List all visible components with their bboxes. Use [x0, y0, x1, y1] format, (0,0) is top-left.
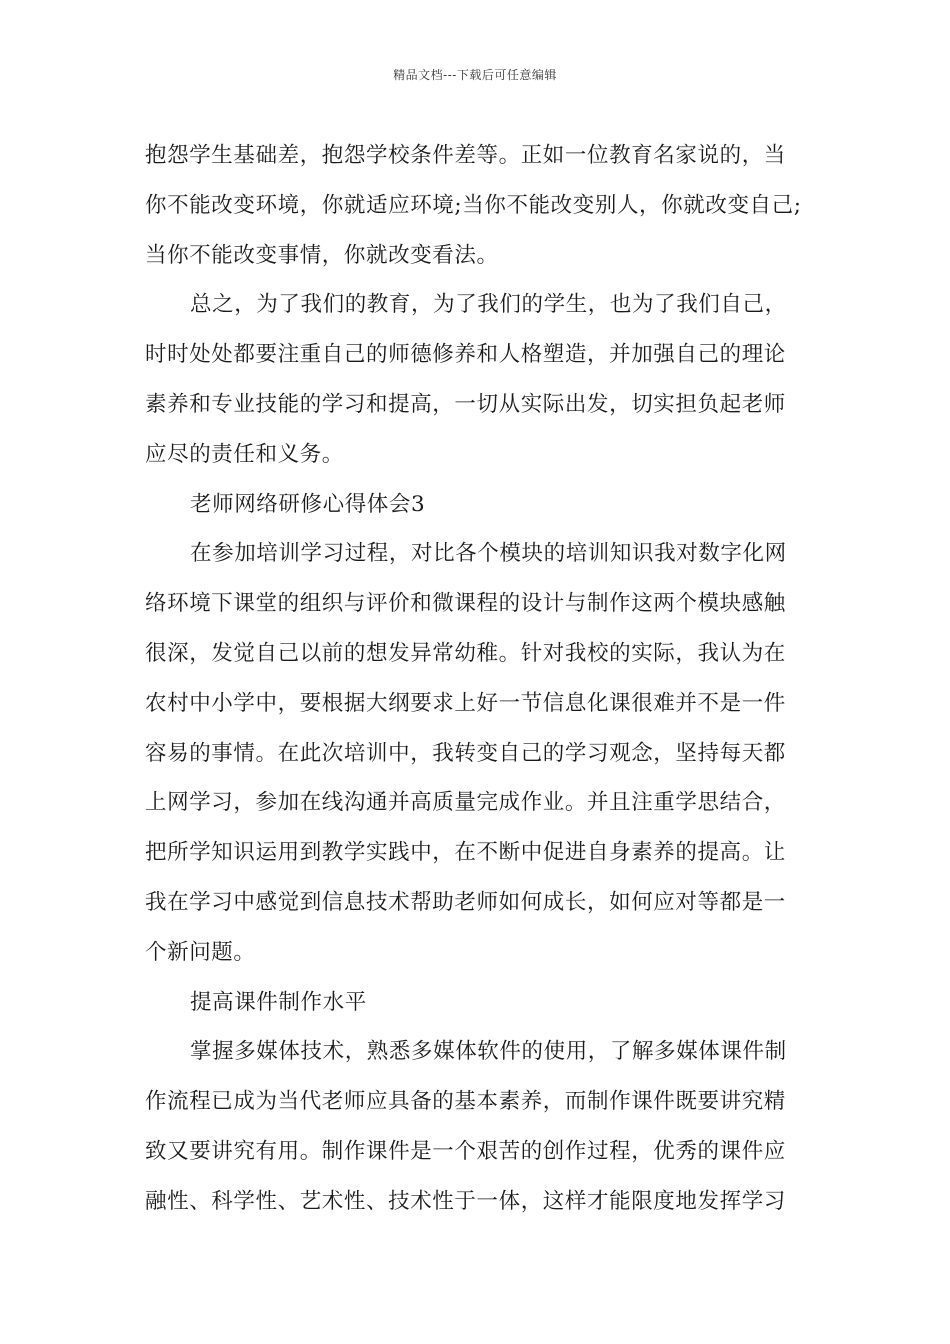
text-line: 容易的事情。在此次培训中，我转变自己的学习观念，坚持每天都	[145, 740, 786, 766]
text-line: 抱怨学生基础差，抱怨学校条件差等。正如一位教育名家说的，当	[145, 143, 786, 168]
document-body	[145, 131, 817, 1227]
text-line: 把所学知识运用到教学实践中，在不断中促进自身素养的提高。让	[145, 840, 786, 866]
text-line: 掌握多媒体技术，熟悉多媒体软件的使用，了解多媒体课件制	[190, 1039, 787, 1065]
text-line: 老师网络研修心得体会3	[190, 491, 426, 517]
text-line: 应尽的责任和义务。	[145, 441, 344, 467]
text-line: 总之，为了我们的教育，为了我们的学生，也为了我们自己，	[190, 292, 787, 318]
text-line: 很深，发觉自己以前的想发异常幼稚。针对我校的实际，我认为在	[145, 640, 786, 666]
text-line: 作流程已成为当代老师应具备的基本素养，而制作课件既要讲究精	[145, 1089, 786, 1115]
page-header: 精品文档---下载后可任意编辑	[393, 68, 557, 82]
text-line: 你不能改变环境，你就适应环境;当你不能改变别人，你就改变自己;	[145, 192, 802, 218]
text-line: 个新问题。	[145, 939, 256, 965]
text-line: 农村中小学中，要根据大纲要求上好一节信息化课很难并不是一件	[145, 690, 786, 716]
text-line: 当你不能改变事情，你就改变看法。	[145, 242, 499, 268]
text-line: 致又要讲究有用。制作课件是一个艰苦的创作过程，优秀的课件应	[145, 1138, 786, 1164]
text-line: 上网学习，参加在线沟通并高质量完成作业。并且注重学思结合，	[145, 790, 786, 816]
text-line: 在参加培训学习过程，对比各个模块的培训知识我对数字化网	[190, 541, 787, 567]
text-line: 时时处处都要注重自己的师德修养和人格塑造，并加强自己的理论	[145, 342, 786, 368]
text-line: 提高课件制作水平	[190, 989, 367, 1015]
text-line: 络环境下课堂的组织与评价和微课程的设计与制作这两个模块感触	[145, 591, 786, 617]
text-line: 我在学习中感觉到信息技术帮助老师如何成长，如何应对等都是一	[145, 889, 786, 915]
text-line: 融性、科学性、艺术性、技术性于一体，这样才能限度地发挥学习	[145, 1188, 786, 1214]
text-line: 素养和专业技能的学习和提高，一切从实际出发，切实担负起老师	[145, 391, 786, 417]
